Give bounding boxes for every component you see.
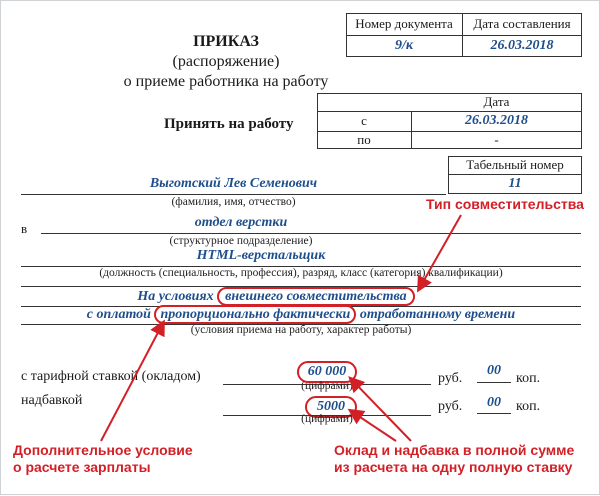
arrow-type: [419, 215, 461, 289]
bonus-value: 5000: [305, 396, 357, 418]
order-subject: о приеме работника на работу: [123, 73, 329, 90]
annotation-salary-line-1: Оклад и надбавка в полной сумме: [334, 442, 575, 458]
salary-rub-label: руб.: [438, 371, 463, 386]
doc-number-value: 9/к: [395, 38, 413, 53]
bonus-digits-caption: (цифрами): [301, 413, 353, 425]
doc-number-label: Номер документа: [355, 16, 453, 31]
department-in-label: в: [21, 221, 28, 236]
position-caption: (должность (специальность, профессия), разряд, класс (категория) квалификации): [99, 267, 503, 279]
department-value: отдел верстки: [194, 215, 288, 230]
bonus-kop-value: 00: [487, 395, 501, 410]
annotation-type: Тип совместительства: [426, 196, 584, 212]
salary-rate-label: с тарифной ставкой (окладом): [21, 369, 201, 384]
salary-rate-value: 60 000: [297, 361, 357, 383]
salary-digits-caption: (цифрами): [301, 380, 353, 392]
tab-number-value: 11: [508, 176, 522, 191]
annotation-arrows: [1, 1, 600, 496]
hire-label: Принять на работу: [164, 116, 294, 132]
conditions-type-highlight: внешнего совместительства: [217, 287, 415, 306]
conditions-line-2-suffix: отработанному времени: [359, 307, 516, 322]
salary-kop-value: 00: [487, 363, 501, 378]
department-caption: (структурное подразделение): [169, 235, 313, 247]
hire-from-label: с: [361, 113, 367, 128]
bonus-label: надбавкой: [21, 393, 83, 408]
annotation-extra-line-2: о расчете зарплаты: [13, 459, 151, 475]
hire-to-value: -: [494, 132, 499, 147]
hire-to-label: по: [357, 132, 371, 147]
bonus-rub-label: руб.: [438, 399, 463, 414]
order-title: ПРИКАЗ: [193, 33, 259, 50]
annotation-extra-line-1: Дополнительное условие: [13, 442, 193, 458]
bonus-kop-label: коп.: [516, 399, 541, 414]
conditions-pay-highlight: пропорционально фактически: [154, 305, 356, 324]
doc-date-value: 26.03.2018: [490, 38, 554, 53]
conditions-line-2-prefix: с оплатой: [86, 307, 151, 322]
tab-number-label: Табельный номер: [466, 157, 564, 172]
arrow-extra: [101, 323, 163, 441]
conditions-caption: (условия приема на работу, характер работы): [190, 324, 412, 336]
salary-kop-label: коп.: [516, 371, 541, 386]
arrow-bonus: [351, 411, 396, 441]
annotation-salary-line-2: из расчета на одну полную ставку: [334, 459, 573, 475]
order-subtitle: (распоряжение): [172, 53, 280, 70]
doc-date-label: Дата составления: [473, 16, 571, 31]
hire-from-value: 26.03.2018: [465, 113, 528, 128]
hire-date-header: Дата: [483, 94, 510, 109]
employee-name-caption: (фамилия, имя, отчество): [171, 196, 296, 208]
position-value: HTML-верстальщик: [196, 248, 326, 263]
employee-name: Выготский Лев Семенович: [149, 176, 318, 191]
conditions-line-1-prefix: На условиях: [137, 289, 214, 304]
